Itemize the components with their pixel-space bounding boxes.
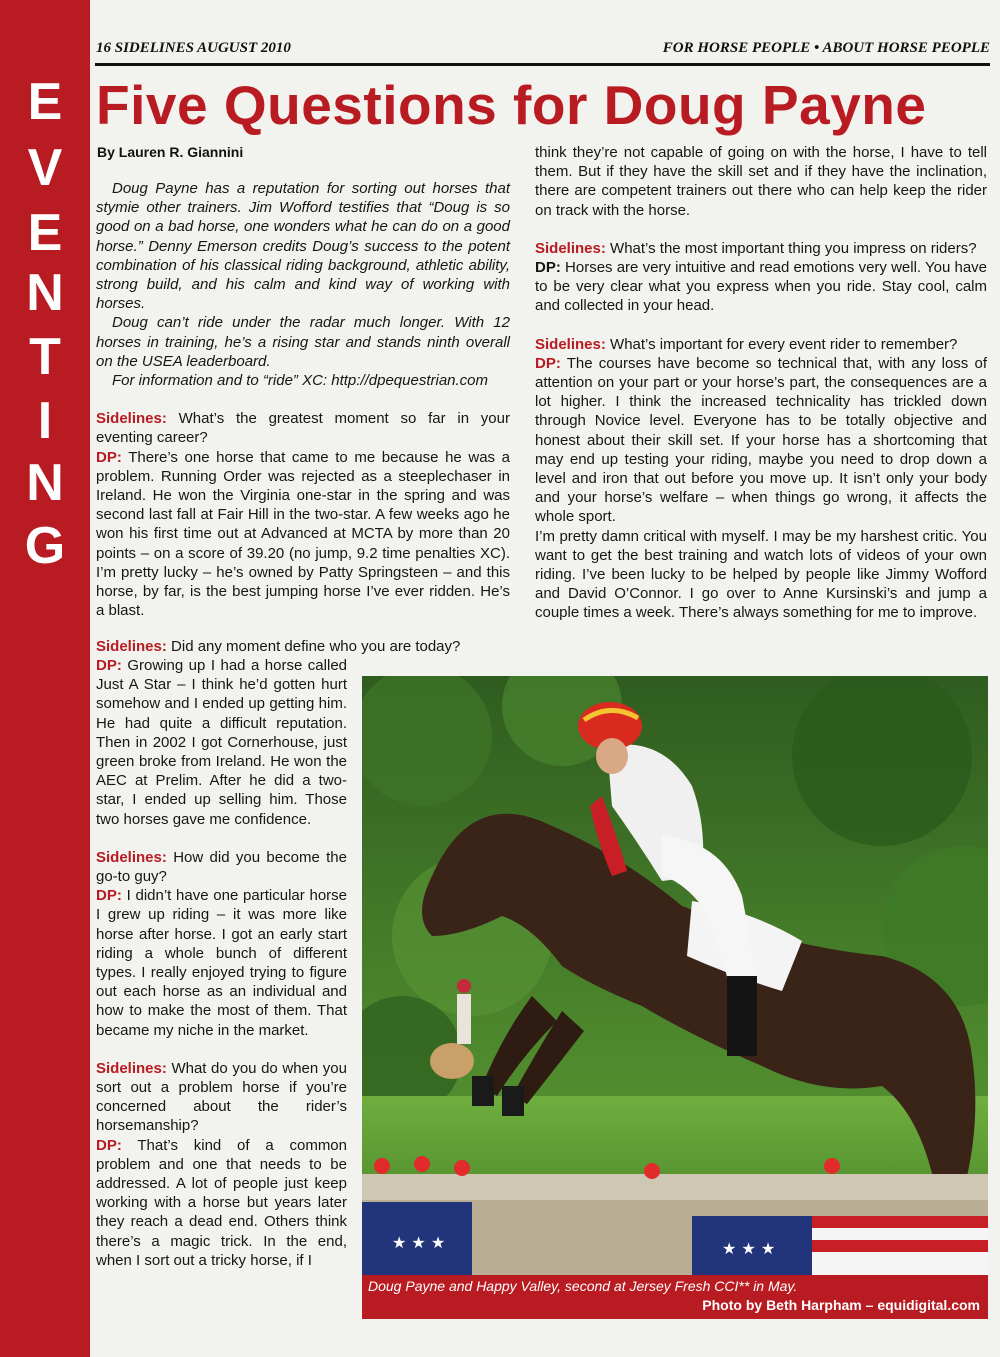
photo-caption — [362, 1275, 988, 1319]
answer-6 — [535, 354, 987, 527]
question-text: Did any moment define who you are today? — [171, 638, 461, 655]
svg-text:★ ★ ★: ★ ★ ★ — [722, 1239, 776, 1258]
question-text: How did you become the go-to guy? — [96, 848, 347, 886]
question-3 — [96, 848, 347, 886]
answer-text: There’s one horse that came to me because he was a problem. Running Order was rejected as a steeplechaser in Ireland. He won the Virginia one-star in the spring and was second last fall at Fair Hill in the two-star. A few weeks ago he won his first time out at Advanced at MCTA by more than 20 points – on a score of 39.20 (no jump, 9.2 time penalties XC). I’m pretty lucky – he’s owned by Patty Springsteen – and this horse, by far, is the best jumping horse I’ve ever ridden. He’s a blast. — [96, 448, 510, 620]
answer-text: That’s kind of a common problem and one that needs to be addressed. A lot of people just keep working with a horse but years later they reach a dead end. Others think there’s a magic trick. In the end, when I sort out a tricky horse, if I — [96, 1136, 347, 1269]
sidebar-letter: T — [29, 328, 61, 386]
question-6 — [535, 335, 987, 354]
answer-5 — [535, 258, 987, 316]
dp-label: DP: — [96, 448, 122, 466]
horse-jump-photo — [362, 676, 988, 1319]
dp-label: DP: — [96, 887, 122, 905]
column-right — [535, 143, 987, 623]
answer-text: Growing up I had a horse called Just A Star – I think he’d gotten hurt somehow and I ended up getting him. He had quite a difficult reputation. Then in 2002 I got Cornerhouse, just green broke from Ireland. He won the AEC at Prelim. After he did a two-star, I ended up selling him. Those two horses gave me confidence. — [96, 657, 347, 828]
intro-paragraph: Doug can’t ride under the radar much longer. With 12 horses in training, he’s a rising star and stands ninth overall on the USEA leaderboard. — [96, 314, 510, 370]
eventing-sidebar — [0, 0, 90, 1357]
article-title: Five Questions for Doug Payne — [96, 74, 927, 136]
question-text: What do you do when you sort out a problem horse if you’re concerned about the rider’s horsemanship? — [96, 1059, 347, 1135]
answer-1 — [96, 448, 510, 621]
question-2 — [96, 637, 486, 656]
byline: By Lauren R. Giannini — [97, 144, 244, 160]
svg-text:★ ★ ★: ★ ★ ★ — [392, 1233, 446, 1252]
question-1 — [96, 409, 510, 447]
question-text: What’s the greatest moment so far in your eventing career? — [96, 410, 510, 447]
column-left-narrow — [96, 656, 347, 1270]
question-4 — [96, 1059, 347, 1136]
sidebar-letter: V — [27, 139, 63, 197]
answer-text: I didn’t have one particular horse I grew up riding – it was more like horse after horse. I got an early start riding a whole bunch of different types. I really enjoyed trying to figure out each horse as an individual and how to make the most of them. That became my niche in the market. — [96, 887, 347, 1039]
sidelines-label: Sidelines: — [535, 335, 606, 353]
sidebar-letter: N — [26, 454, 64, 512]
question-5 — [535, 239, 987, 258]
sidebar-letter: I — [37, 392, 53, 450]
dp-label: DP: — [535, 259, 561, 277]
answer-4 — [96, 1136, 347, 1270]
photo-illustration — [362, 676, 988, 1319]
dp-label: DP: — [96, 657, 122, 674]
photo-credit: Photo by Beth Harpham – equidigital.com — [702, 1297, 980, 1313]
dp-label: DP: — [96, 1136, 122, 1154]
running-header-right: FOR HORSE PEOPLE • ABOUT HORSE PEOPLE — [662, 40, 990, 56]
header-rule — [95, 63, 990, 66]
sidebar-letter: G — [24, 517, 66, 575]
intro-paragraph: Doug Payne has a reputation for sorting out horses that stymie other trainers. Jim Wofford testifies that “Doug is so good on a bad horse, one wonders what he can do on a good horse.” Denny Emerson credits Doug’s success to the potent combination of his classical riding background, athletic ability, strong build, and his calm and kind way of working with horses. — [96, 180, 510, 313]
running-header-left: 16 SIDELINES AUGUST 2010 — [96, 40, 291, 56]
sidelines-label: Sidelines: — [96, 1059, 167, 1077]
sidelines-label: Sidelines: — [96, 410, 167, 428]
answer-2 — [96, 656, 347, 829]
caption-text: Doug Payne and Happy Valley, second at Jersey Fresh CCI** in May. — [368, 1278, 798, 1294]
sidelines-label: Sidelines: — [96, 848, 167, 866]
column-left-upper — [96, 179, 510, 620]
dp-label: DP: — [535, 354, 561, 372]
question-text: What’s important for every event rider to remember? — [610, 335, 958, 353]
intro — [96, 179, 510, 390]
answer-text: Horses are very intuitive and read emotions very well. You have to be very clear what you express when you ride. Stay cool, calm and collected in your head. — [535, 259, 988, 315]
answer-text: The courses have become so technical that, with any loss of attention on your part or your horse’s part, the consequences are a lot higher. I think the increased technicality has trickled down through Novice level. Everyone has to be totally objective and honest about their skill set. If your horse has a shortcoming that may end up testing your riding, maybe you need to drop down a level and iron that out before you move up. It isn’t only your body and your horse’s welfare – when things go wrong, it affects the whole sport. — [535, 354, 987, 526]
sidelines-label: Sidelines: — [96, 638, 167, 655]
answer-4-continued: think they’re not capable of going on with the horse, I have to tell them. But if they have the skill set and if they have the inclination, there are competent trainers out there who can help keep the rider on track with the horse. — [535, 144, 987, 219]
question-2-line — [96, 637, 486, 656]
sidebar-letter: E — [27, 204, 63, 262]
answer-3 — [96, 886, 347, 1040]
sidebar-letter: E — [27, 73, 63, 131]
sidelines-label: Sidelines: — [535, 239, 606, 257]
answer-6-continued: I’m pretty damn critical with myself. I may be my harshest critic. You want to get the best training and watch lots of videos of your own riding. I’ve been lucky to be helped by people like Jimmy Wofford and David O’Connor. I go over to Anne Kursinski’s and jump a couple times a week. There’s always something for me to improve. — [535, 527, 987, 622]
sidebar-letter: N — [26, 264, 64, 322]
intro-link-line: For information and to “ride” XC: http://dpequestrian.com — [112, 372, 489, 390]
question-text: What’s the most important thing you impress on riders? — [610, 239, 977, 257]
